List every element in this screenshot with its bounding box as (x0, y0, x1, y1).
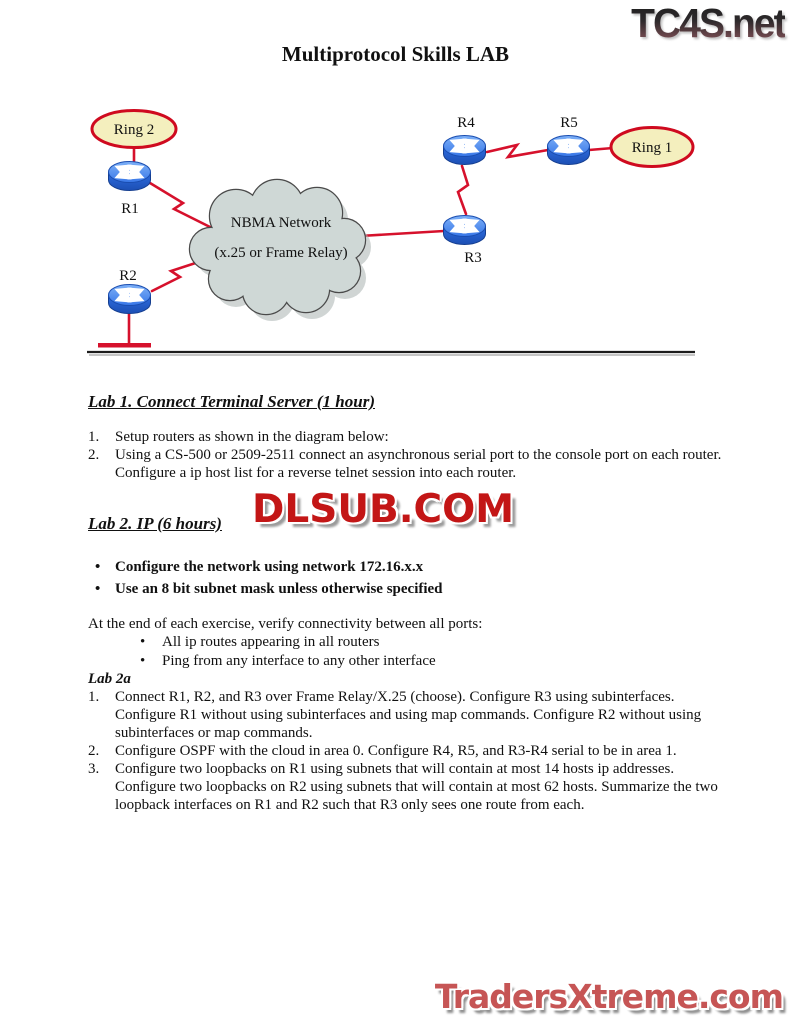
item-number: 1. (88, 689, 100, 705)
list-item (88, 688, 736, 742)
lab2a-list (88, 688, 736, 814)
router-r1-label: R1 (121, 201, 139, 217)
network-diagram (0, 0, 791, 362)
tc4s-watermark: TC4S.net (631, 0, 785, 46)
page-title: Multiprotocol Skills LAB (281, 42, 510, 66)
router-r2-icon (109, 285, 151, 314)
ring2-node (92, 111, 176, 148)
bullet-icon: • (140, 634, 146, 650)
ethernet-segment (98, 343, 151, 348)
list-item (88, 760, 736, 814)
cloud-label-line1: NBMA Network (230, 215, 332, 231)
lab1-section (88, 393, 733, 482)
router-r5-icon (548, 136, 590, 165)
list-item (88, 742, 736, 760)
router-r4-label: R4 (457, 115, 475, 131)
router-r3-label: R3 (464, 250, 482, 266)
lab1-heading: Lab 1. Connect Terminal Server (1 hour) (88, 392, 375, 411)
item-number: 2. (88, 447, 100, 463)
bullet-icon: • (95, 581, 101, 597)
tradersxtreme-watermark: TradersXtreme.com (434, 977, 783, 1016)
lab2a-heading: Lab 2a (88, 671, 131, 687)
bullet-icon: • (95, 559, 101, 575)
link-r3-r4 (458, 166, 468, 214)
cloud-label-line2: (x.25 or Frame Relay) (214, 245, 348, 261)
lab2-heading: Lab 2. IP (6 hours) (88, 514, 222, 533)
verify-intro: At the end of each exercise, verify connectivity between all ports: (88, 616, 483, 632)
nbma-cloud (190, 180, 371, 321)
item-text: Configure two loopbacks on R1 using subnets that will contain at most 14 hosts ip addresses. Configure two loopbacks on R2 using subnets that will contain at most 62 hosts. Summarize the two loopback interfaces on R1 and R2 such that R3 only sees one route from each. (115, 761, 718, 813)
bullet-item (88, 578, 736, 600)
bullet-item (88, 652, 736, 671)
list-item (88, 428, 733, 446)
list-item (88, 446, 733, 482)
router-r4-icon (444, 136, 486, 165)
item-number: 3. (88, 761, 100, 777)
bullet-icon: • (140, 652, 146, 669)
bullet-text: Ping from any interface to any other interface (162, 652, 436, 669)
lab2-bullet-list (88, 556, 736, 600)
item-text: Setup routers as shown in the diagram below: (115, 429, 389, 445)
link-r5-ring1 (589, 148, 613, 150)
item-text: Using a CS-500 or 2509-2511 connect an asynchronous serial port to the console port on each router. Configure a ip host list for a reverse telnet session into each router. (115, 447, 722, 481)
lab1-list (88, 428, 733, 482)
bullet-text: All ip routes appearing in all routers (162, 634, 380, 650)
lab2-heading-wrap (88, 514, 222, 534)
verify-bullet-list (88, 633, 736, 670)
router-r2-label: R2 (119, 268, 137, 284)
lab2-section (88, 556, 736, 814)
dlsub-watermark: DLSUB.COM (252, 487, 515, 532)
item-number: 1. (88, 429, 100, 445)
link-r1-cloud (150, 183, 212, 228)
bullet-item (88, 556, 736, 578)
item-text: Configure OSPF with the cloud in area 0. Configure R4, R5, and R3-R4 serial to be in area 1. (115, 743, 677, 759)
ring2-label: Ring 2 (113, 122, 155, 138)
bullet-text: Configure the network using network 172.16.x.x (115, 559, 424, 575)
item-number: 2. (88, 743, 100, 759)
router-r1-icon (109, 162, 151, 191)
link-cloud-r3 (360, 231, 444, 236)
bullet-item (88, 633, 736, 652)
ring1-node (611, 128, 693, 167)
link-r4-r5 (487, 145, 548, 157)
ring1-label: Ring 1 (631, 140, 673, 156)
item-text: Connect R1, R2, and R3 over Frame Relay/X.25 (choose). Configure R3 using subinterfaces. Configure R1 without using subinterfaces and using map commands. Configure R2 without using subinterfaces or map commands. (115, 689, 702, 741)
bullet-text: Use an 8 bit subnet mask unless otherwise specified (115, 581, 443, 597)
router-r3-icon (444, 216, 486, 245)
router-r5-label: R5 (560, 115, 578, 131)
